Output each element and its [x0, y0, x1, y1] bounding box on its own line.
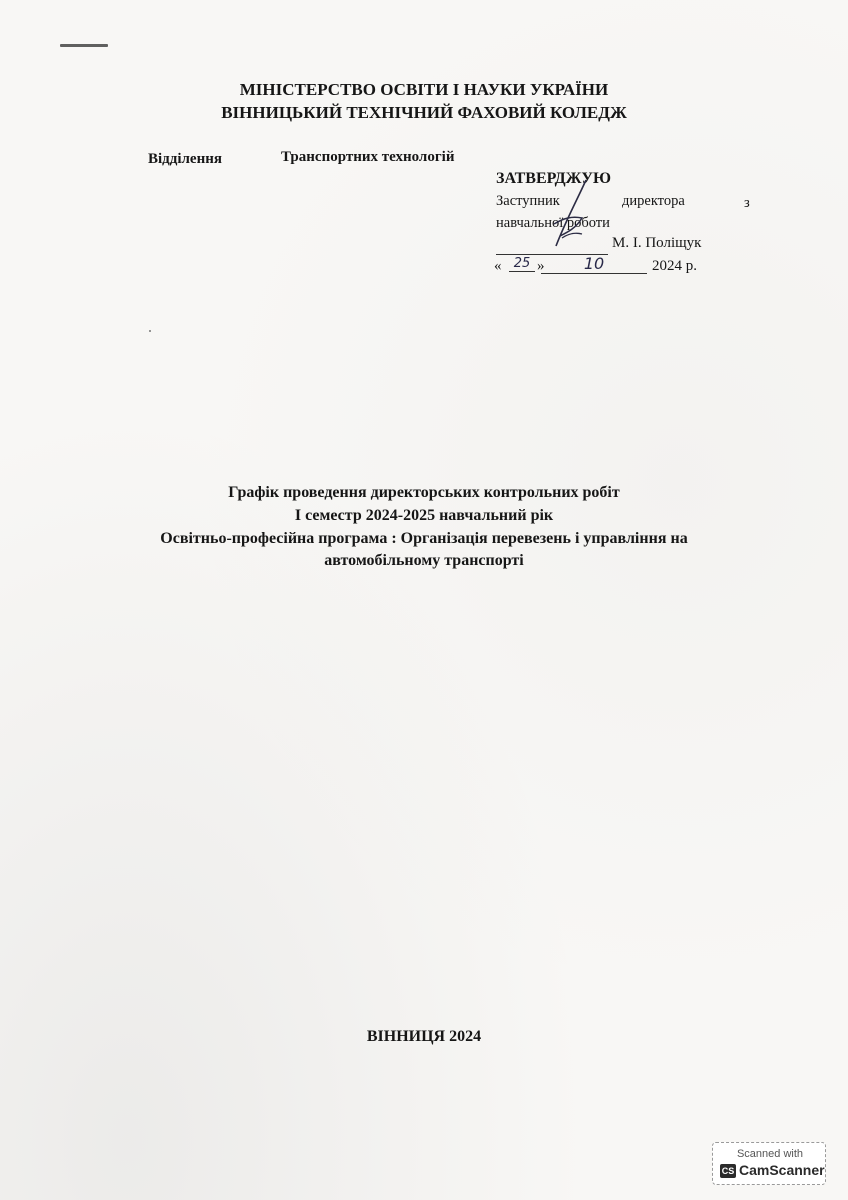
date-close-quote: »	[537, 258, 545, 274]
camscanner-logo-icon: CS	[721, 1166, 735, 1176]
document-title-line-2: І семестр 2024-2025 навчальний рік	[294, 507, 554, 524]
document-title-line-1: Графік проведення директорських контрольних робіт	[228, 484, 620, 501]
approval-signer-name: М. І. Поліщук	[612, 235, 702, 251]
scan-artifact-dot	[149, 330, 151, 332]
scanned-with-label: Scanned with	[736, 1148, 804, 1160]
ministry-heading: МІНІСТЕРСТВО ОСВІТИ І НАУКИ УКРАЇНИ	[239, 80, 609, 99]
approval-title: ЗАТВЕРДЖУЮ	[496, 170, 612, 187]
approval-position-word-1: Заступник	[496, 193, 560, 209]
approval-position-line-2: навчальної роботи	[496, 215, 610, 231]
city-year-footer: ВІННИЦЯ 2024	[366, 1028, 482, 1045]
date-open-quote: «	[494, 258, 502, 274]
department-label: Відділення	[148, 151, 222, 167]
document-title-line-3: Освітньо-професійна програма : Організація перевезень і управління на	[160, 530, 688, 547]
camscanner-watermark	[712, 1142, 826, 1185]
college-heading: ВІННИЦЬКИЙ ТЕХНІЧНИЙ ФАХОВИЙ КОЛЕДЖ	[221, 103, 627, 122]
approval-position-word-3: з	[744, 195, 750, 211]
date-month-handwritten: 10	[541, 254, 647, 274]
document-title-line-4: автомобільному транспорті	[324, 552, 524, 569]
date-day-handwritten: 25	[509, 256, 535, 272]
date-year: 2024 р.	[652, 258, 697, 274]
scan-artifact-mark	[60, 44, 108, 47]
camscanner-app-name: CamScanner	[739, 1162, 825, 1178]
handwritten-signature	[542, 176, 602, 256]
department-value: Транспортних технологій	[281, 149, 455, 165]
approval-position-word-2: директора	[622, 193, 685, 209]
